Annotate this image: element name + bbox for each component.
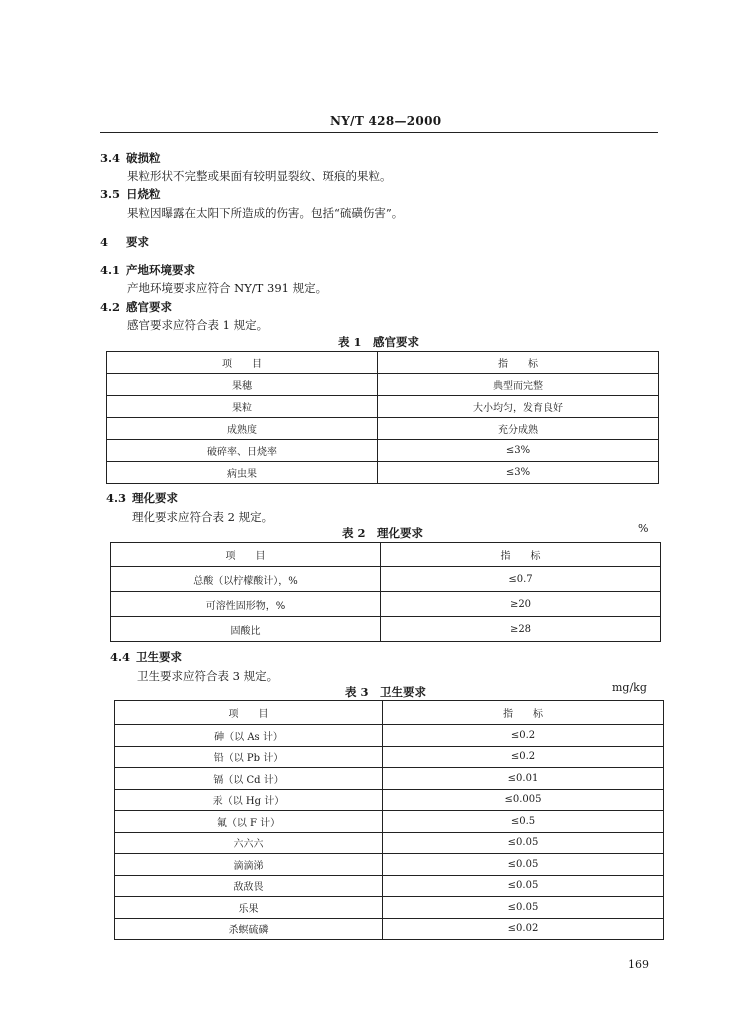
- section-4-heading: [100, 234, 149, 250]
- section-3-4-text: 果粒形状不完整或果面有较明显裂纹、斑痕的果粒。: [127, 169, 392, 183]
- table-row: [115, 875, 664, 897]
- section-number: 4.4: [110, 650, 131, 664]
- section-number: 3.4: [100, 151, 121, 165]
- item-cell: 杀螟硫磷: [115, 918, 383, 940]
- section-title: 感官要求: [126, 300, 172, 314]
- item-cell: 固酸比: [111, 617, 381, 642]
- indicator-cell: ≤0.05: [383, 897, 664, 919]
- column-header-item: 项 目: [107, 352, 378, 374]
- table-row: [115, 854, 664, 876]
- section-number: 4.2: [100, 300, 121, 314]
- section-title: 破损粒: [126, 151, 161, 165]
- indicator-cell: ≤0.7: [381, 567, 661, 592]
- item-cell: 六六六: [115, 832, 383, 854]
- table-row: [107, 374, 659, 396]
- table3-caption: 表 3 卫生要求: [345, 685, 427, 699]
- section-4-4-text: 卫生要求应符合表 3 规定。: [137, 669, 279, 683]
- table3: [114, 700, 664, 940]
- column-header-item: 项 目: [111, 543, 381, 567]
- section-4-3-text: 理化要求应符合表 2 规定。: [132, 510, 274, 524]
- section-title: 要求: [126, 235, 149, 249]
- table-row: [107, 418, 659, 440]
- item-cell: 可溶性固形物，%: [111, 592, 381, 617]
- indicator-cell: ≤3%: [378, 440, 659, 462]
- table1: [106, 351, 659, 484]
- table-row: [111, 617, 661, 642]
- item-cell: 果穗: [107, 374, 378, 396]
- table-row: [115, 897, 664, 919]
- section-title: 产地环境要求: [126, 263, 195, 277]
- indicator-cell: ≤0.02: [383, 918, 664, 940]
- section-title: 日烧粒: [126, 187, 161, 201]
- indicator-cell: ≤0.2: [383, 725, 664, 747]
- table2: [110, 542, 661, 642]
- item-cell: 汞（以 Hg 计）: [115, 789, 383, 811]
- section-4-2-text: 感官要求应符合表 1 规定。: [127, 318, 269, 332]
- item-cell: 敌敌畏: [115, 875, 383, 897]
- indicator-cell: ≤0.05: [383, 832, 664, 854]
- table-header-row: [111, 543, 661, 567]
- indicator-cell: 典型而完整: [378, 374, 659, 396]
- table-row: [115, 768, 664, 790]
- column-header-indicator: 指 标: [378, 352, 659, 374]
- indicator-cell: ≤0.05: [383, 875, 664, 897]
- indicator-cell: ≤0.2: [383, 746, 664, 768]
- table-row: [115, 811, 664, 833]
- item-cell: 破碎率、日烧率: [107, 440, 378, 462]
- item-cell: 铅（以 Pb 计）: [115, 746, 383, 768]
- section-4-3-heading: [106, 490, 178, 506]
- table-row: [115, 746, 664, 768]
- table-row: [107, 440, 659, 462]
- item-cell: 总酸（以柠檬酸计），%: [111, 567, 381, 592]
- section-4-1-heading: [100, 262, 195, 278]
- page-number: 169: [628, 958, 649, 971]
- column-header-indicator: 指 标: [381, 543, 661, 567]
- section-number: 4.3: [106, 491, 127, 505]
- item-cell: 砷（以 As 计）: [115, 725, 383, 747]
- indicator-cell: ≥28: [381, 617, 661, 642]
- document-header: NY/T 428—2000: [330, 114, 442, 128]
- table1-caption: 表 1 感官要求: [338, 335, 420, 349]
- section-number: 4: [100, 235, 109, 249]
- table-row: [107, 462, 659, 484]
- table-row: [107, 396, 659, 418]
- item-cell: 病虫果: [107, 462, 378, 484]
- section-4-1-text: 产地环境要求应符合 NY/T 391 规定。: [127, 281, 328, 295]
- indicator-cell: ≤0.01: [383, 768, 664, 790]
- item-cell: 成熟度: [107, 418, 378, 440]
- indicator-cell: 大小均匀，发育良好: [378, 396, 659, 418]
- indicator-cell: ≤3%: [378, 462, 659, 484]
- section-4-4-heading: [110, 649, 182, 665]
- table2-unit: %: [638, 522, 649, 535]
- column-header-indicator: 指 标: [383, 701, 664, 725]
- table-row: [111, 567, 661, 592]
- section-title: 卫生要求: [136, 650, 182, 664]
- indicator-cell: 充分成熟: [378, 418, 659, 440]
- indicator-cell: ≤0.05: [383, 854, 664, 876]
- indicator-cell: ≤0.5: [383, 811, 664, 833]
- item-cell: 镉（以 Cd 计）: [115, 768, 383, 790]
- table-header-row: [115, 701, 664, 725]
- table-row: [115, 725, 664, 747]
- table2-caption: 表 2 理化要求: [342, 526, 424, 540]
- item-cell: 果粒: [107, 396, 378, 418]
- section-number: 3.5: [100, 187, 121, 201]
- table-row: [115, 789, 664, 811]
- column-header-item: 项 目: [115, 701, 383, 725]
- section-3-5-text: 果粒因曝露在太阳下所造成的伤害。包括“硫磺伤害”。: [127, 206, 404, 220]
- table-row: [111, 592, 661, 617]
- indicator-cell: ≥20: [381, 592, 661, 617]
- header-rule: [100, 132, 658, 133]
- section-3-4-heading: [100, 150, 161, 166]
- item-cell: 乐果: [115, 897, 383, 919]
- table-row: [115, 832, 664, 854]
- table-row: [115, 918, 664, 940]
- indicator-cell: ≤0.005: [383, 789, 664, 811]
- table3-unit: mg/kg: [612, 681, 647, 694]
- section-3-5-heading: [100, 186, 161, 202]
- section-number: 4.1: [100, 263, 121, 277]
- table-header-row: [107, 352, 659, 374]
- section-4-2-heading: [100, 299, 172, 315]
- item-cell: 氟（以 F 计）: [115, 811, 383, 833]
- item-cell: 滴滴涕: [115, 854, 383, 876]
- section-title: 理化要求: [132, 491, 178, 505]
